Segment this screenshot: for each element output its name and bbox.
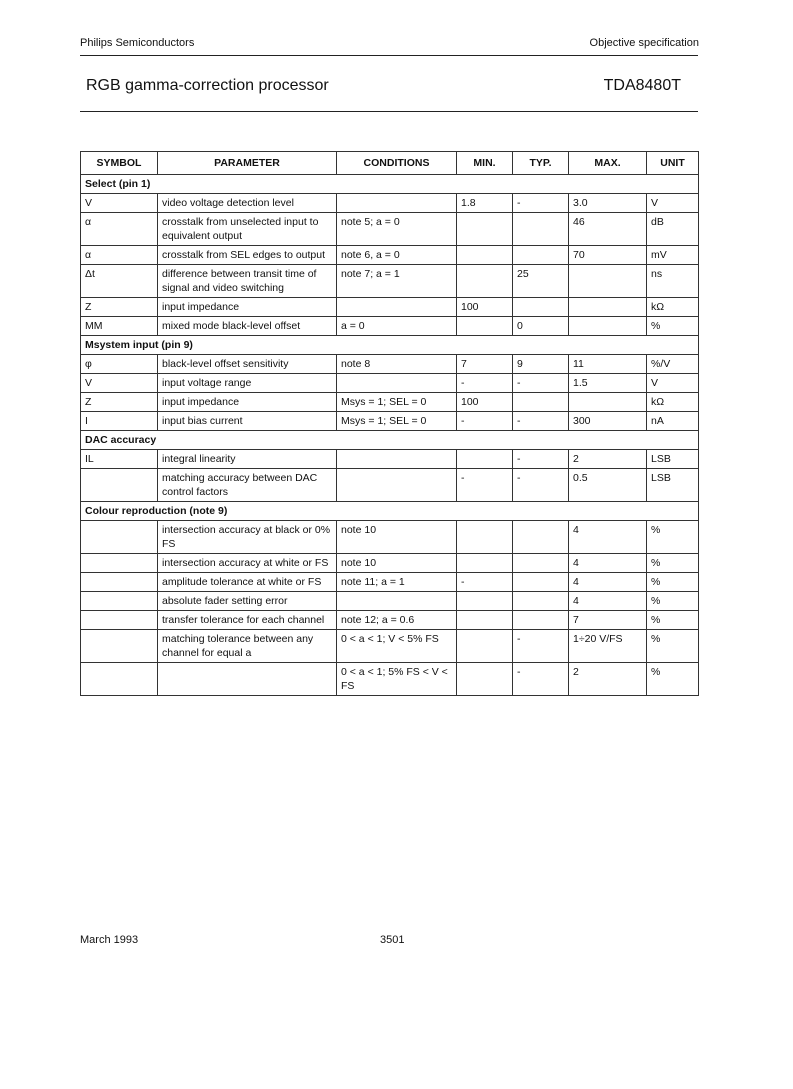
table-row (81, 521, 699, 554)
table-body (81, 175, 699, 696)
min-cell (457, 265, 513, 298)
max-cell: 3.0 (569, 194, 647, 213)
table-row (81, 412, 699, 431)
column-header: PARAMETER (158, 152, 337, 175)
header-rule (80, 55, 698, 56)
min-cell (457, 213, 513, 246)
table-row (81, 611, 699, 630)
parameter-cell: absolute fader setting error (158, 592, 337, 611)
conditions-cell (337, 298, 457, 317)
typ-cell: - (513, 630, 569, 663)
column-header: UNIT (647, 152, 699, 175)
conditions-cell: Msys = 1; SEL = 0 (337, 412, 457, 431)
symbol-cell: IL (81, 450, 158, 469)
parameter-cell: video voltage detection level (158, 194, 337, 213)
table-row (81, 554, 699, 573)
company-name: Philips Semiconductors (80, 37, 195, 49)
unit-cell: LSB (647, 469, 699, 502)
parameter-cell: input voltage range (158, 374, 337, 393)
symbol-cell (81, 592, 158, 611)
min-cell: 7 (457, 355, 513, 374)
min-cell (457, 630, 513, 663)
symbol-cell: Z (81, 393, 158, 412)
typ-cell (513, 213, 569, 246)
conditions-cell: 0 < a < 1; 5% FS < V < FS (337, 663, 457, 696)
unit-cell: % (647, 630, 699, 663)
table-row (81, 450, 699, 469)
column-header: CONDITIONS (337, 152, 457, 175)
typ-cell: 25 (513, 265, 569, 298)
parameter-cell: crosstalk from SEL edges to output (158, 246, 337, 265)
section-row (81, 175, 699, 194)
section-title: Msystem input (pin 9) (81, 336, 699, 355)
max-cell: 70 (569, 246, 647, 265)
max-cell: 4 (569, 554, 647, 573)
column-header: MAX. (569, 152, 647, 175)
conditions-cell: 0 < a < 1; V < 5% FS (337, 630, 457, 663)
unit-cell: V (647, 194, 699, 213)
parameter-cell: matching accuracy between DAC control factors (158, 469, 337, 502)
min-cell (457, 450, 513, 469)
min-cell (457, 521, 513, 554)
page-number: 3501 (380, 934, 405, 946)
characteristics-table (80, 151, 699, 696)
document-status: Objective specification (589, 37, 699, 49)
unit-cell: % (647, 611, 699, 630)
table-row (81, 213, 699, 246)
symbol-cell (81, 554, 158, 573)
section-row (81, 431, 699, 450)
table-row (81, 573, 699, 592)
table-row (81, 592, 699, 611)
unit-cell: % (647, 592, 699, 611)
typ-cell (513, 611, 569, 630)
parameter-cell: input impedance (158, 393, 337, 412)
max-cell: 46 (569, 213, 647, 246)
min-cell (457, 317, 513, 336)
conditions-cell (337, 592, 457, 611)
table-row (81, 663, 699, 696)
symbol-cell: MM (81, 317, 158, 336)
column-header: SYMBOL (81, 152, 158, 175)
typ-cell: - (513, 663, 569, 696)
unit-cell: % (647, 521, 699, 554)
title-rule (80, 111, 698, 112)
typ-cell (513, 554, 569, 573)
unit-cell: % (647, 573, 699, 592)
parameter-cell: amplitude tolerance at white or FS (158, 573, 337, 592)
section-row (81, 502, 699, 521)
section-title: Colour reproduction (note 9) (81, 502, 699, 521)
unit-cell: kΩ (647, 298, 699, 317)
parameter-cell: integral linearity (158, 450, 337, 469)
conditions-cell (337, 374, 457, 393)
column-header: TYP. (513, 152, 569, 175)
unit-cell: nA (647, 412, 699, 431)
max-cell (569, 317, 647, 336)
typ-cell: - (513, 374, 569, 393)
min-cell (457, 611, 513, 630)
table-row (81, 469, 699, 502)
max-cell: 1.5 (569, 374, 647, 393)
typ-cell (513, 393, 569, 412)
min-cell (457, 554, 513, 573)
min-cell: 100 (457, 298, 513, 317)
max-cell: 0.5 (569, 469, 647, 502)
min-cell: - (457, 469, 513, 502)
parameter-cell: intersection accuracy at black or 0% FS (158, 521, 337, 554)
typ-cell: - (513, 469, 569, 502)
unit-cell: dB (647, 213, 699, 246)
conditions-cell: note 10 (337, 554, 457, 573)
parameter-cell: mixed mode black-level offset (158, 317, 337, 336)
typ-cell (513, 298, 569, 317)
parameter-cell: matching tolerance between any channel for equal a (158, 630, 337, 663)
typ-cell: - (513, 450, 569, 469)
symbol-cell: V (81, 374, 158, 393)
min-cell (457, 592, 513, 611)
section-title: DAC accuracy (81, 431, 699, 450)
part-number: TDA8480T (603, 77, 681, 94)
conditions-cell: a = 0 (337, 317, 457, 336)
table-row (81, 194, 699, 213)
table-row (81, 374, 699, 393)
table-row (81, 317, 699, 336)
symbol-cell: I (81, 412, 158, 431)
max-cell: 2 (569, 663, 647, 696)
conditions-cell: Msys = 1; SEL = 0 (337, 393, 457, 412)
typ-cell: - (513, 412, 569, 431)
max-cell: 300 (569, 412, 647, 431)
section-row (81, 336, 699, 355)
max-cell: 7 (569, 611, 647, 630)
typ-cell: 9 (513, 355, 569, 374)
max-cell: 4 (569, 521, 647, 554)
unit-cell: ns (647, 265, 699, 298)
table-row (81, 246, 699, 265)
conditions-cell (337, 450, 457, 469)
symbol-cell: α (81, 246, 158, 265)
symbol-cell: φ (81, 355, 158, 374)
parameter-cell: transfer tolerance for each channel (158, 611, 337, 630)
symbol-cell: Z (81, 298, 158, 317)
conditions-cell: note 6, a = 0 (337, 246, 457, 265)
table-header-row (81, 152, 699, 175)
footer-date: March 1993 (80, 934, 139, 946)
min-cell: - (457, 412, 513, 431)
typ-cell (513, 246, 569, 265)
symbol-cell (81, 630, 158, 663)
typ-cell (513, 521, 569, 554)
min-cell: - (457, 573, 513, 592)
conditions-cell: note 5; a = 0 (337, 213, 457, 246)
conditions-cell (337, 469, 457, 502)
symbol-cell: V (81, 194, 158, 213)
unit-cell: LSB (647, 450, 699, 469)
unit-cell: % (647, 317, 699, 336)
conditions-cell (337, 194, 457, 213)
min-cell: - (457, 374, 513, 393)
max-cell (569, 298, 647, 317)
typ-cell: - (513, 194, 569, 213)
column-header: MIN. (457, 152, 513, 175)
typ-cell (513, 573, 569, 592)
parameter-cell: black-level offset sensitivity (158, 355, 337, 374)
max-cell (569, 265, 647, 298)
unit-cell: %/V (647, 355, 699, 374)
min-cell (457, 663, 513, 696)
unit-cell: % (647, 663, 699, 696)
min-cell: 1.8 (457, 194, 513, 213)
parameter-cell: input impedance (158, 298, 337, 317)
section-title: Select (pin 1) (81, 175, 699, 194)
symbol-cell (81, 573, 158, 592)
symbol-cell: Δt (81, 265, 158, 298)
conditions-cell: note 12; a = 0.6 (337, 611, 457, 630)
table-row (81, 298, 699, 317)
parameter-cell: difference between transit time of signal and video switching (158, 265, 337, 298)
max-cell: 1÷20 V/FS (569, 630, 647, 663)
parameter-cell: crosstalk from unselected input to equivalent output (158, 213, 337, 246)
unit-cell: V (647, 374, 699, 393)
symbol-cell (81, 663, 158, 696)
max-cell: 4 (569, 592, 647, 611)
conditions-cell: note 10 (337, 521, 457, 554)
unit-cell: % (647, 554, 699, 573)
unit-cell: kΩ (647, 393, 699, 412)
table-row (81, 265, 699, 298)
conditions-cell: note 7; a = 1 (337, 265, 457, 298)
typ-cell (513, 592, 569, 611)
max-cell: 2 (569, 450, 647, 469)
min-cell: 100 (457, 393, 513, 412)
symbol-cell: α (81, 213, 158, 246)
unit-cell: mV (647, 246, 699, 265)
table-row (81, 355, 699, 374)
min-cell (457, 246, 513, 265)
max-cell: 11 (569, 355, 647, 374)
max-cell (569, 393, 647, 412)
parameter-cell: intersection accuracy at white or FS (158, 554, 337, 573)
typ-cell: 0 (513, 317, 569, 336)
symbol-cell (81, 469, 158, 502)
conditions-cell: note 8 (337, 355, 457, 374)
table-row (81, 630, 699, 663)
symbol-cell (81, 611, 158, 630)
table-row (81, 393, 699, 412)
document-title: RGB gamma-correction processor (86, 77, 329, 94)
conditions-cell: note 11; a = 1 (337, 573, 457, 592)
parameter-cell: input bias current (158, 412, 337, 431)
parameter-cell (158, 663, 337, 696)
max-cell: 4 (569, 573, 647, 592)
symbol-cell (81, 521, 158, 554)
